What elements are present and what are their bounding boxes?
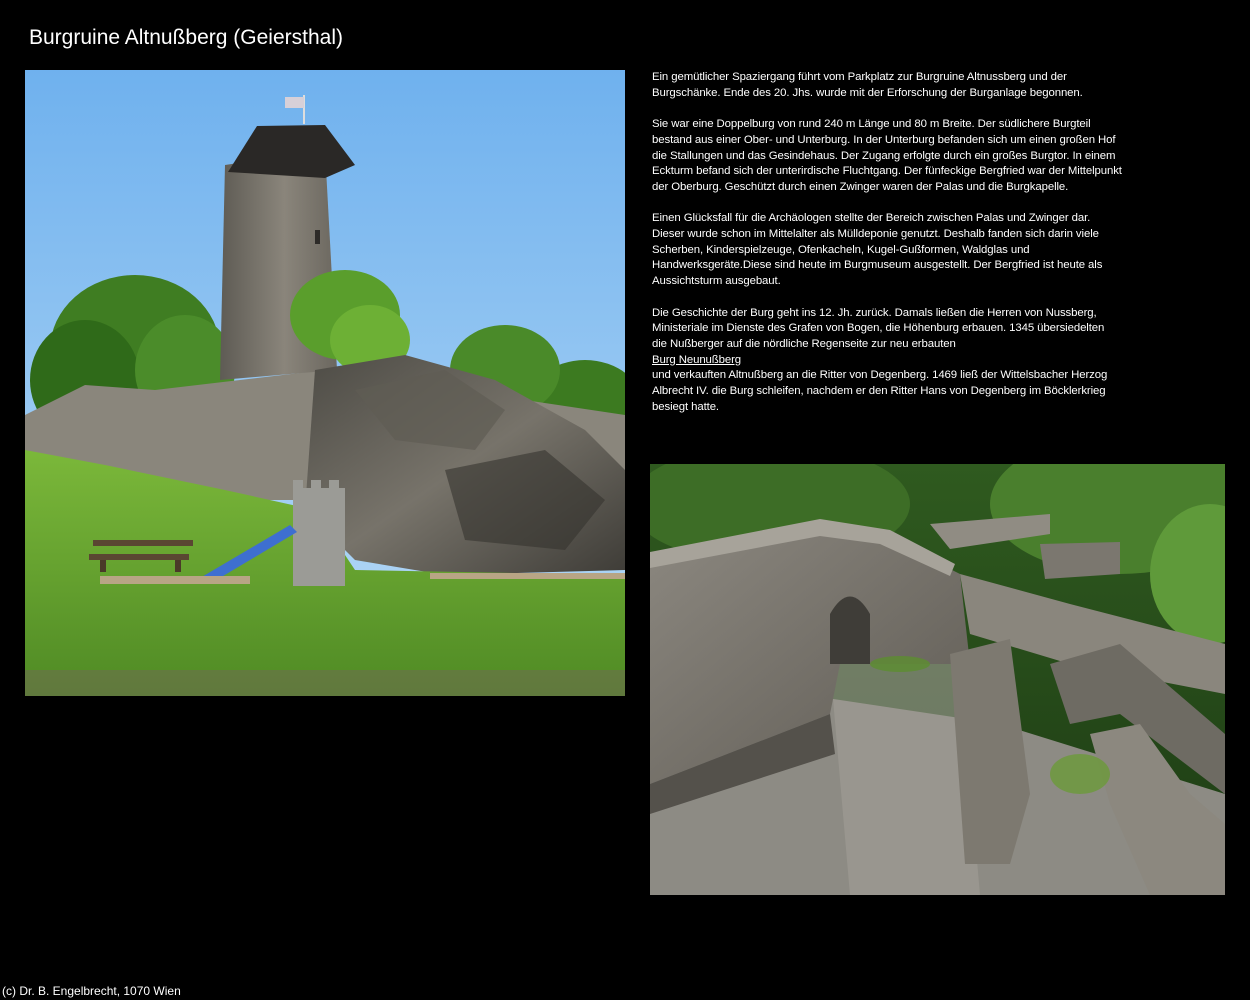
castle-tower-photo <box>25 70 625 696</box>
copyright-footer: (c) Dr. B. Engelbrecht, 1070 Wien <box>2 984 181 998</box>
page-title: Burgruine Altnußberg (Geiersthal) <box>29 26 343 49</box>
description-paragraph: Ein gemütlicher Spaziergang führt vom Parkplatz zur Burgruine Altnussberg und der Burgschänke. Ende des 20. Jhs. wurde mit der Erforschung der Burganlage begonnen. <box>652 71 1083 99</box>
history-text-after-link: und verkauften Altnußberg an die Ritter von Degenberg. 1469 ließ der Wittelsbacher Herzog Albrecht IV. die Burg schleifen, nachdem er den Ritter Hans von Degenberg im Böcklerkrieg besiegt hatte. <box>652 369 1108 413</box>
history-text-before-link: Die Geschichte der Burg geht ins 12. Jh. zurück. Damals ließen die Herren von Nussberg, Ministeriale im Dienste des Grafen von Bogen, die Höhenburg erbauen. 1345 übersiedelten die Nußberger auf die nördliche Regenseite zur neu erbauten <box>652 306 1105 350</box>
description-text <box>652 70 1122 415</box>
description-paragraph: Einen Glücksfall für die Archäologen stellte der Bereich zwischen Palas und Zwinger dar. Dieser wurde schon im Mittelalter als Mülldeponie genutzt. Deshalb fanden sich darin viele Scherben, Kinderspielzeuge, Ofenkacheln, Kugel-Gußformen, Waldglas und Handwerksgeräte.Diese sind heute im Burgmuseum ausgestellt. Der Bergfried ist heute als Aussichtsturm ausgebaut. <box>652 212 1103 288</box>
castle-ruins-photo <box>650 464 1225 895</box>
description-paragraph: Sie war eine Doppelburg von rund 240 m Länge und 80 m Breite. Der südlichere Burgteil bestand aus einer Ober- und Unterburg. In der Unterburg befanden sich um einen großen Hof die Stallungen und das Gesindehaus. Der Zugang erfolgte durch ein großes Burgtor. In einem Eckturm befand sich der unterirdische Fluchtgang. Der fünfeckige Bergfried war der Mittelpunkt der Oberburg. Geschützt durch einen Zwinger waren der Palas und die Burgkapelle. <box>652 118 1122 193</box>
burg-neunussberg-link[interactable]: Burg Neunußberg <box>652 353 742 366</box>
history-paragraph <box>652 306 1122 416</box>
